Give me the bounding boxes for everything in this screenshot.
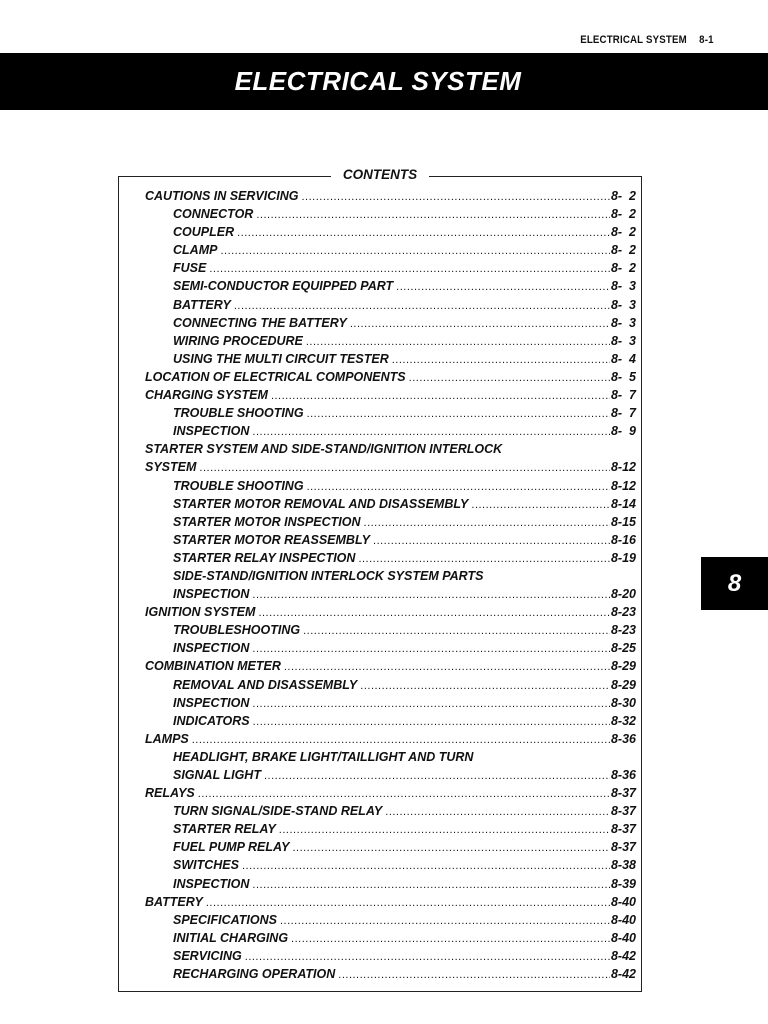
toc-entry-label: REMOVAL AND DISASSEMBLY bbox=[173, 677, 358, 692]
toc-entry-label: HEADLIGHT, BRAKE LIGHT/TAILLIGHT AND TURN bbox=[173, 749, 474, 764]
toc-entry-page: 8- 3 bbox=[610, 279, 636, 294]
toc-entry[interactable] bbox=[145, 714, 636, 732]
toc-entry[interactable] bbox=[145, 406, 636, 424]
toc-entry[interactable] bbox=[145, 786, 636, 804]
toc-dot-leader bbox=[303, 625, 610, 637]
toc-entry[interactable] bbox=[145, 732, 636, 750]
toc-entry[interactable] bbox=[145, 497, 636, 515]
toc-dot-leader bbox=[252, 426, 610, 438]
toc-entry[interactable] bbox=[145, 352, 636, 370]
toc-entry-label: BATTERY bbox=[173, 297, 231, 312]
toc-entry-label: COMBINATION METER bbox=[145, 659, 281, 674]
toc-entry-page: 8- 4 bbox=[610, 351, 636, 366]
toc-entry[interactable] bbox=[145, 479, 636, 497]
toc-entry[interactable] bbox=[145, 243, 636, 261]
toc-entry-label: COUPLER bbox=[173, 225, 235, 240]
toc-entry-label: SWITCHES bbox=[173, 858, 239, 873]
toc-dot-leader bbox=[256, 209, 610, 221]
title-bar bbox=[0, 53, 768, 110]
toc-entry-page: 8-37 bbox=[610, 804, 636, 819]
toc-entry-label: SYSTEM bbox=[145, 460, 197, 475]
toc-entry-label: LOCATION OF ELECTRICAL COMPONENTS bbox=[145, 369, 406, 384]
toc-dot-leader bbox=[396, 281, 610, 293]
toc-entry[interactable] bbox=[145, 587, 636, 605]
toc-dot-leader bbox=[252, 643, 610, 655]
toc-entry-page: 8-37 bbox=[610, 786, 636, 801]
toc-entry[interactable] bbox=[145, 858, 636, 876]
toc-entry-label: STARTER SYSTEM AND SIDE-STAND/IGNITION INTERLOCK bbox=[145, 442, 503, 457]
toc-entry-page: 8-40 bbox=[610, 930, 636, 945]
toc-entry[interactable] bbox=[145, 424, 636, 442]
toc-entry-page: 8-30 bbox=[610, 695, 636, 710]
toc-entry-label: TROUBLESHOOTING bbox=[173, 623, 301, 638]
toc-entry-page: 8- 9 bbox=[610, 424, 636, 439]
toc-entry[interactable] bbox=[145, 569, 636, 587]
toc-dot-leader bbox=[307, 408, 610, 420]
toc-entry-page: 8- 2 bbox=[610, 261, 636, 276]
toc-entry-page: 8-40 bbox=[610, 894, 636, 909]
toc-entry-label: USING THE MULTI CIRCUIT TESTER bbox=[173, 351, 389, 366]
toc-entry-label: INSPECTION bbox=[173, 876, 250, 891]
toc-dot-leader bbox=[258, 607, 610, 619]
toc-entry-page: 8-36 bbox=[610, 731, 636, 746]
toc-entry-label: STARTER MOTOR REMOVAL AND DISASSEMBLY bbox=[173, 496, 469, 511]
toc-entry-label: FUEL PUMP RELAY bbox=[173, 840, 290, 855]
toc-entry-label: INDICATORS bbox=[173, 713, 250, 728]
toc-entry[interactable] bbox=[145, 388, 636, 406]
toc-dot-leader bbox=[252, 698, 610, 710]
toc-entry-page: 8-15 bbox=[610, 514, 636, 529]
toc-entry-page: 8-37 bbox=[610, 822, 636, 837]
toc-entry[interactable] bbox=[145, 207, 636, 225]
toc-dot-leader bbox=[385, 806, 610, 818]
toc-entry[interactable] bbox=[145, 696, 636, 714]
toc-entry-label: STARTER RELAY bbox=[173, 822, 276, 837]
toc-entry-label: TROUBLE SHOOTING bbox=[173, 406, 304, 421]
toc-entry-page: 8- 2 bbox=[610, 243, 636, 258]
toc-entry[interactable] bbox=[145, 877, 636, 895]
toc-entry[interactable] bbox=[145, 442, 636, 460]
toc-entry[interactable] bbox=[145, 515, 636, 533]
toc-entry-label: INSPECTION bbox=[173, 695, 250, 710]
toc-entry-page: 8-37 bbox=[610, 840, 636, 855]
toc-entry[interactable] bbox=[145, 261, 636, 279]
toc-dot-leader bbox=[209, 263, 610, 275]
toc-dot-leader bbox=[271, 390, 610, 402]
toc-dot-leader bbox=[206, 897, 610, 909]
toc-entry-label: CLAMP bbox=[173, 243, 218, 258]
toc-entry-page: 8-20 bbox=[610, 587, 636, 602]
toc-entry[interactable] bbox=[145, 822, 636, 840]
running-head-section: ELECTRICAL SYSTEM bbox=[580, 34, 688, 46]
toc-dot-leader bbox=[264, 770, 610, 782]
toc-dot-leader bbox=[292, 842, 610, 854]
toc-entry-label: CONNECTOR bbox=[173, 207, 254, 222]
toc-dot-leader bbox=[471, 499, 610, 511]
toc-entry-label: SIGNAL LIGHT bbox=[173, 768, 261, 782]
contents-list bbox=[145, 189, 636, 985]
toc-entry-label: INSPECTION bbox=[173, 424, 250, 439]
running-head-page-number: 8-1 bbox=[699, 34, 714, 46]
toc-dot-leader bbox=[350, 318, 610, 330]
toc-entry[interactable] bbox=[145, 605, 636, 623]
toc-entry[interactable] bbox=[145, 840, 636, 858]
toc-dot-leader bbox=[338, 969, 610, 981]
toc-entry-page: 8-42 bbox=[610, 967, 636, 982]
toc-entry-page: 8-19 bbox=[610, 550, 636, 565]
contents-box bbox=[118, 167, 642, 992]
toc-dot-leader bbox=[192, 734, 610, 746]
toc-dot-leader bbox=[199, 462, 610, 474]
toc-entry-page: 8- 2 bbox=[610, 189, 636, 203]
toc-entry[interactable] bbox=[145, 298, 636, 316]
toc-dot-leader bbox=[279, 824, 610, 836]
toc-entry-page: 8-39 bbox=[610, 876, 636, 891]
toc-entry-label: LAMPS bbox=[145, 731, 189, 746]
toc-entry[interactable] bbox=[145, 189, 636, 207]
running-head bbox=[581, 34, 714, 46]
toc-entry-label: TROUBLE SHOOTING bbox=[173, 478, 304, 493]
toc-entry-label: STARTER MOTOR REASSEMBLY bbox=[173, 532, 371, 547]
toc-entry-page: 8- 7 bbox=[610, 388, 636, 403]
toc-entry-label: SEMI-CONDUCTOR EQUIPPED PART bbox=[173, 279, 394, 294]
toc-entry-label: SIDE-STAND/IGNITION INTERLOCK SYSTEM PARTS bbox=[173, 568, 484, 583]
toc-entry-label: CONNECTING THE BATTERY bbox=[173, 315, 347, 330]
toc-entry[interactable] bbox=[145, 641, 636, 659]
toc-entry-page: 8-40 bbox=[610, 912, 636, 927]
page-title: ELECTRICAL SYSTEM bbox=[234, 66, 522, 96]
toc-entry-label: CAUTIONS IN SERVICING bbox=[145, 189, 299, 203]
toc-entry-label: STARTER RELAY INSPECTION bbox=[173, 550, 356, 565]
toc-entry[interactable] bbox=[145, 279, 636, 297]
toc-entry-page: 8-29 bbox=[610, 659, 636, 674]
toc-entry-page: 8-12 bbox=[610, 460, 636, 475]
toc-entry-page: 8-29 bbox=[610, 677, 636, 692]
toc-entry-page: 8- 7 bbox=[610, 406, 636, 421]
toc-dot-leader bbox=[392, 354, 610, 366]
toc-entry-label: INSPECTION bbox=[173, 587, 250, 602]
contents-heading-label: CONTENTS bbox=[331, 167, 429, 182]
toc-entry[interactable] bbox=[145, 967, 636, 985]
chapter-tab[interactable]: 8 bbox=[701, 557, 768, 610]
toc-entry[interactable] bbox=[145, 623, 636, 641]
toc-entry-page: 8- 2 bbox=[610, 207, 636, 222]
toc-dot-leader bbox=[234, 300, 610, 312]
toc-entry-page: 8-32 bbox=[610, 713, 636, 728]
toc-dot-leader bbox=[252, 879, 610, 891]
toc-entry-label: SERVICING bbox=[173, 948, 242, 963]
toc-entry[interactable] bbox=[145, 678, 636, 696]
toc-entry[interactable] bbox=[145, 533, 636, 551]
toc-entry[interactable] bbox=[145, 949, 636, 967]
toc-dot-leader bbox=[280, 915, 610, 927]
toc-entry-label: SPECIFICATIONS bbox=[173, 912, 277, 927]
toc-entry[interactable] bbox=[145, 225, 636, 243]
toc-dot-leader bbox=[252, 589, 610, 601]
toc-entry-page: 8-23 bbox=[610, 605, 636, 620]
toc-entry-label: TURN SIGNAL/SIDE-STAND RELAY bbox=[173, 804, 383, 819]
toc-dot-leader bbox=[364, 517, 610, 529]
toc-entry-page: 8-23 bbox=[610, 623, 636, 638]
toc-entry-label: STARTER MOTOR INSPECTION bbox=[173, 514, 361, 529]
toc-entry-label: RELAYS bbox=[145, 786, 195, 801]
toc-dot-leader bbox=[237, 227, 610, 239]
toc-entry-label: RECHARGING OPERATION bbox=[173, 967, 336, 982]
toc-dot-leader bbox=[253, 716, 610, 728]
toc-entry[interactable] bbox=[145, 460, 636, 478]
toc-entry-label: BATTERY bbox=[145, 894, 203, 909]
toc-dot-leader bbox=[302, 191, 610, 203]
toc-entry-page: 8- 2 bbox=[610, 225, 636, 240]
toc-dot-leader bbox=[198, 788, 610, 800]
toc-dot-leader bbox=[373, 535, 610, 547]
toc-entry[interactable] bbox=[145, 895, 636, 913]
toc-dot-leader bbox=[291, 933, 610, 945]
toc-entry[interactable] bbox=[145, 316, 636, 334]
toc-entry-label: FUSE bbox=[173, 261, 207, 276]
toc-entry-label: INITIAL CHARGING bbox=[173, 930, 289, 945]
toc-dot-leader bbox=[245, 951, 610, 963]
toc-dot-leader bbox=[220, 245, 610, 257]
toc-entry[interactable] bbox=[145, 768, 636, 786]
toc-entry-page: 8- 3 bbox=[610, 333, 636, 348]
toc-entry[interactable] bbox=[145, 370, 636, 388]
toc-entry-label: INSPECTION bbox=[173, 641, 250, 656]
toc-entry[interactable] bbox=[145, 659, 636, 677]
toc-dot-leader bbox=[358, 553, 610, 565]
toc-dot-leader bbox=[360, 680, 610, 692]
toc-entry[interactable] bbox=[145, 334, 636, 352]
toc-entry-page: 8- 3 bbox=[610, 315, 636, 330]
contents-heading bbox=[119, 166, 641, 184]
toc-entry-page: 8- 3 bbox=[610, 297, 636, 312]
toc-entry-page: 8-38 bbox=[610, 858, 636, 873]
toc-entry-label: CHARGING SYSTEM bbox=[145, 388, 268, 403]
toc-dot-leader bbox=[307, 481, 610, 493]
toc-entry[interactable] bbox=[145, 551, 636, 569]
toc-entry-page: 8- 5 bbox=[610, 369, 636, 384]
toc-entry-page: 8-36 bbox=[610, 768, 636, 782]
toc-dot-leader bbox=[409, 372, 610, 384]
toc-dot-leader bbox=[284, 661, 610, 673]
toc-dot-leader bbox=[306, 336, 610, 348]
toc-entry-page: 8-16 bbox=[610, 532, 636, 547]
toc-entry-label: IGNITION SYSTEM bbox=[145, 605, 256, 620]
toc-entry[interactable] bbox=[145, 931, 636, 949]
toc-entry[interactable] bbox=[145, 804, 636, 822]
toc-entry-page: 8-12 bbox=[610, 478, 636, 493]
toc-entry-page: 8-42 bbox=[610, 948, 636, 963]
toc-entry[interactable] bbox=[145, 913, 636, 931]
toc-entry[interactable] bbox=[145, 750, 636, 768]
toc-entry-page: 8-25 bbox=[610, 641, 636, 656]
toc-dot-leader bbox=[242, 860, 610, 872]
toc-entry-page: 8-14 bbox=[610, 496, 636, 511]
toc-entry-label: WIRING PROCEDURE bbox=[173, 333, 303, 348]
